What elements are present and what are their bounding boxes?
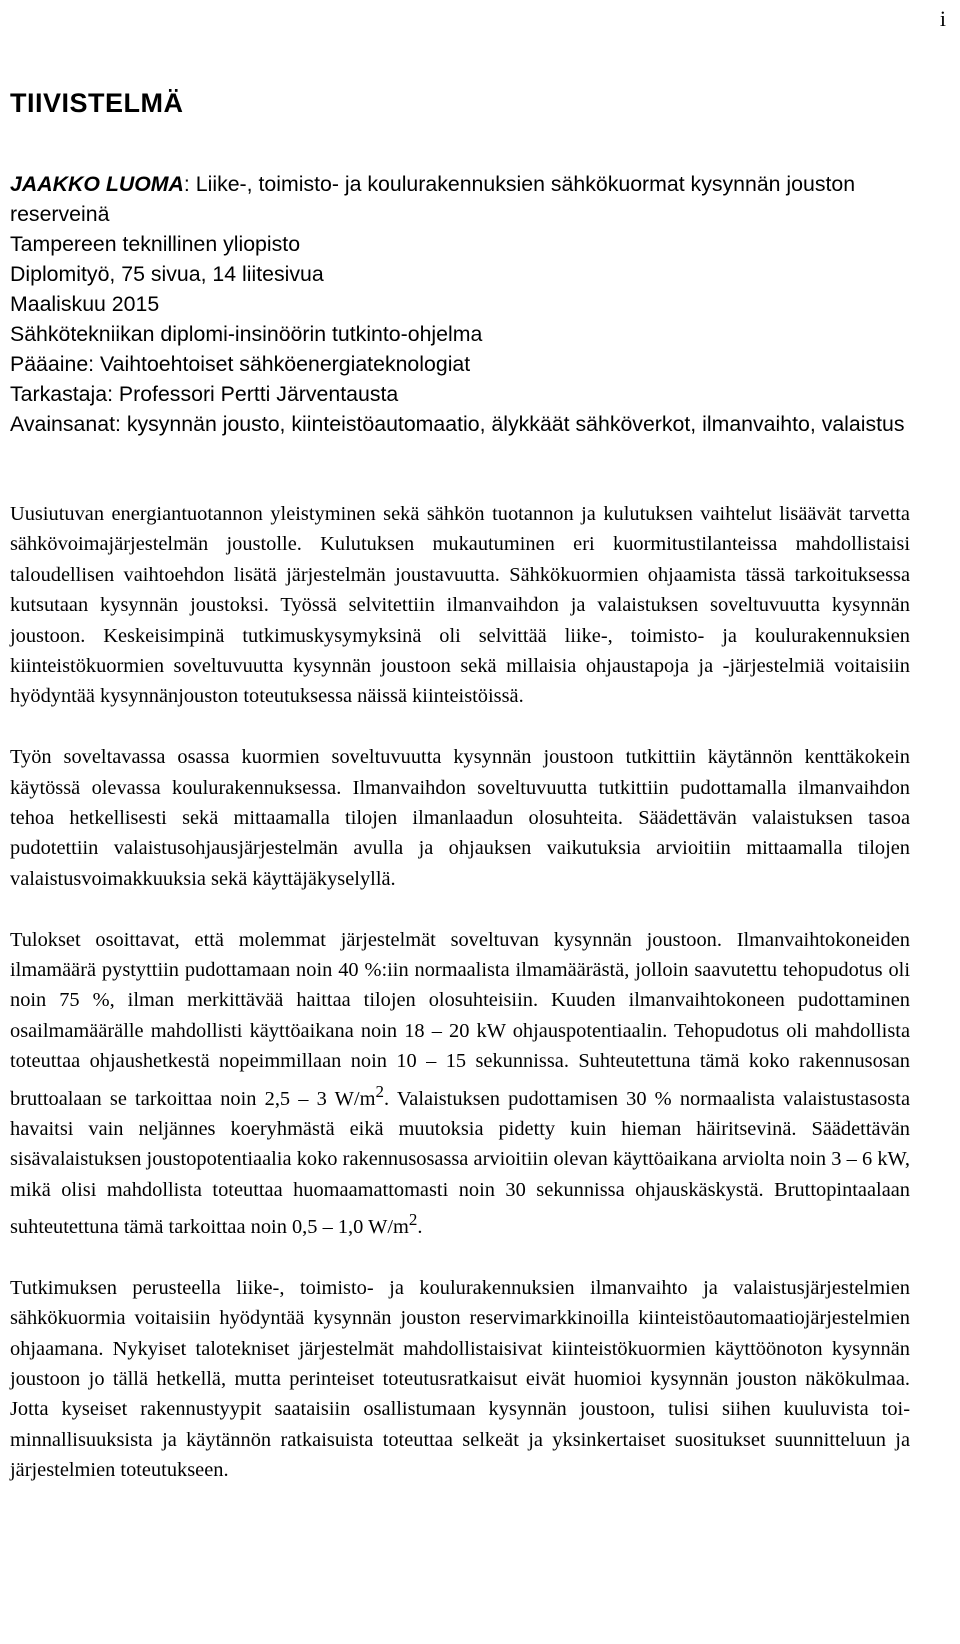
abstract-paragraph-2: Työn soveltavassa osassa kuormien soveltuvuutta kysynnän joustoon tutkittiin käytännön kenttäkokein käytössä olevassa koulurakennuksessa. Ilmanvaihdon soveltuvuutta tutkittiin pudottamalla ilmanvaihdon tehoa hetkellisesti sekä mittaamalla tilojen ilmanlaadun olosuhteita. Säädettävän valaistuksen tasoa pudotettiin valaistusohjausjärjestelmän avulla ja ohjauksen vaikutuksia arvioitiin mittaamalla tilojen valaistusvoimakkuuksia sekä käyttäjäkyselyllä. — [10, 746, 910, 890]
thesis-title: : Liike-, toimisto- ja koulurakennuksien sähkökuormat kysynnän jouston reserveinä — [10, 172, 856, 226]
university: Tampereen teknillinen yliopisto — [10, 232, 301, 256]
paragraph-3-part-3: . — [417, 1215, 423, 1238]
abstract-body — [10, 499, 910, 1486]
degree-program: Sähkötekniikan diplomi-insinöörin tutkinto-ohjelma — [10, 322, 483, 346]
thesis-title-line — [10, 169, 910, 229]
thesis-metadata — [10, 169, 910, 439]
thesis-date: Maaliskuu 2015 — [10, 292, 160, 316]
superscript-2: 2 — [408, 1210, 418, 1230]
major-subject: Pääaine: Vaihtoehtoiset sähköenergiateknologiat — [10, 352, 471, 376]
paragraph-3-part-2: . Valaistuksen pudottamisen 30 % normaalista valaistustasosta havaitsi vain neljännes koeryhmästä eikä muutoksia pidetty kuin hieman häiritsevinä. Säädettävän sisävalaistuksen joustopotentiaalia koko rakennusosassa arvioitiin olevan käyttöaikana arviolta noin 3 – 6 kW, mikä olisi mahdollista toteuttaa huomaamattomasti noin 30 sekunnissa ohjauskäskystä. Bruttopintaalaan suhteutettuna tämä tarkoittaa noin 0,5 – 1,0 W/m — [10, 1087, 910, 1238]
thesis-info: Diplomityö, 75 sivua, 14 liitesivua — [10, 262, 324, 286]
page-number: i — [939, 6, 946, 31]
author-name: JAAKKO LUOMA — [10, 172, 184, 196]
keywords: Avainsanat: kysynnän jousto, kiinteistöautomaatio, älykkäät sähköverkot, ilmanvaihto, valaistus — [10, 412, 905, 436]
abstract-paragraph-4: Tutkimuksen perusteella liike-, toimisto- ja koulurakennuksien ilmanvaihto ja valaistusjärjestelmien sähkökuormia voitaisiin hyödyntää kysynnän jouston reservimarkkinoilla kiinteistöautomaatiojärjestelmien ohjaamana. Nykyiset talotekniset järjestelmät mahdollistaisivat kiinteistökuormien käyttöönoton kysynnän joustoon jo tällä hetkellä, mutta perinteiset toteutusratkaisut eivät huomioi kysynnän jouston näkökulmaa. Jotta kyseiset rakennustyypit saataisiin osallistumaan kysynnän joustoon, tulisi siihen kuuluvista toiminnallisuuksista ja käytännön ratkaisuista toteuttaa selkeät ja yksinkertaiset suositukset suunnitteluun ja järjestelmien toteutukseen. — [10, 1276, 910, 1482]
superscript-2: 2 — [375, 1081, 384, 1101]
examiner: Tarkastaja: Professori Pertti Järventausta — [10, 382, 399, 406]
abstract-paragraph-3 — [10, 925, 910, 1243]
paragraph-3-part-1: Tulokset osoittavat, että molemmat järjestelmät soveltuvan kysynnän joustoon. Ilmanvaihtokoneiden ilmamäärä pystyttiin pudottamaan noin 40 %:iin normaalista ilmamäärästä, jolloin saavutettu tehopudotus oli noin 75 %, ilman merkittävää haittaa tilojen olosuhteisiin. Kuuden ilmanvaihtokoneen pudottaminen osailmamäärälle mahdollisti käyttöaikana noin 18 – 20 kW ohjauspotentiaalin. Tehopudotus oli mahdollista toteuttaa ohjaushetkestä nopeimmillaan noin 10 – 15 sekunnissa. Suhteutettuna tämä koko rakennusosan bruttoalaan se tarkoittaa noin 2,5 – 3 W/m — [10, 928, 910, 1110]
abstract-paragraph-1: Uusiutuvan energiantuotannon yleistyminen sekä sähkön tuotannon ja kulutuksen vaihtelut lisäävät tarvetta sähkövoimajärjestelmän joustolle. Kulutuksen mukautuminen eri kuormitustilanteissa mahdollistaisi taloudellisen vaihtoehdon lisätä järjestelmän joustavuutta. Sähkökuormien ohjaamista tässä tarkoituksessa kutsutaan kysynnän joustoksi. Työssä selvitettiin ilmanvaihdon ja valaistuksen soveltuvuutta kysynnän joustoon. Keskeisimpinä tutkimuskysymyksinä oli selvittää liike-, toimisto- ja koulurakennuksien kiinteistökuormien soveltuvuutta kysynnän joustoon sekä millaisia ohjaustapoja ja -järjestelmiä voitaisiin hyödyntää kysynnänjouston toteutuksessa näissä kiinteistöissä. — [10, 503, 910, 708]
page-title: TIIVISTELMÄ — [10, 88, 184, 118]
